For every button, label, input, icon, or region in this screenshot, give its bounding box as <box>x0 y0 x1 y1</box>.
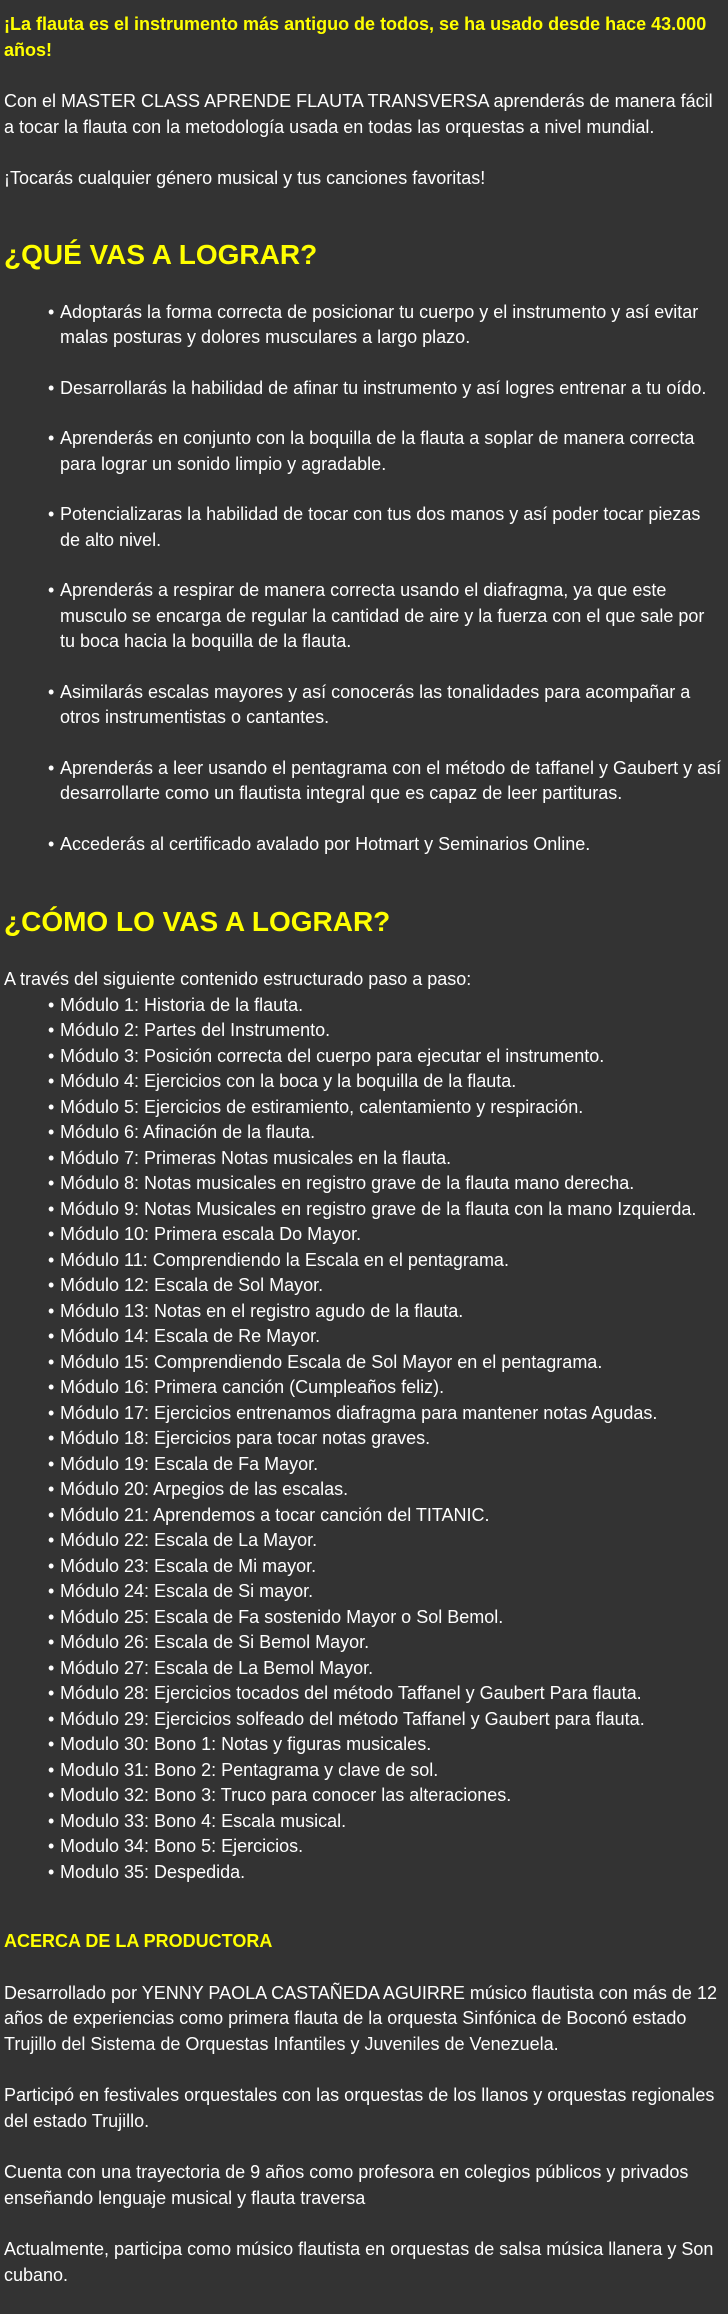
producer-paragraph: Actualmente, participa como músico flautista en orquestas de salsa música llanera y Son cubano. <box>4 2239 714 2285</box>
intro-paragraph: Con el MASTER CLASS APRENDE FLAUTA TRANSVERSA aprenderás de manera fácil a tocar la flauta con la metodología usada en todas las orquestas a nivel mundial. <box>4 91 713 137</box>
goal-item: • Aprenderás en conjunto con la boquilla de la flauta a soplar de manera correcta para lograr un sonido limpio y agradable. <box>48 426 724 477</box>
producer-paragraph: Desarrollado por YENNY PAOLA CASTAÑEDA AGUIRRE músico flautista con más de 12 años de experiencias como primera flauta de la orquesta Sinfónica de Boconó estado Trujillo del Sistema de Orquestas Infantiles y Juveniles de Venezuela. <box>4 1982 717 2054</box>
intro-paragraph-favorites: ¡Tocarás cualquier género musical y tus canciones favoritas! <box>4 168 486 188</box>
module-item: • Módulo 15: Comprendiendo Escala de Sol Mayor en el pentagrama. <box>48 1350 724 1376</box>
module-item: • Modulo 33: Bono 4: Escala musical. <box>48 1809 724 1835</box>
module-item: • Modulo 31: Bono 2: Pentagrama y clave de sol. <box>48 1758 724 1784</box>
module-item: • Modulo 34: Bono 5: Ejercicios. <box>48 1834 724 1860</box>
goal-item: • Aprenderás a leer usando el pentagrama con el método de taffanel y Gaubert y así desarrollarte como un flautista integral que es capaz de leer partituras. <box>48 756 724 807</box>
module-item: • Módulo 11: Comprendiendo la Escala en el pentagrama. <box>48 1248 724 1274</box>
module-item: • Módulo 7: Primeras Notas musicales en la flauta. <box>48 1146 724 1172</box>
module-item: • Módulo 21: Aprendemos a tocar canción del TITANIC. <box>48 1503 724 1529</box>
goal-item: • Desarrollarás la habilidad de afinar tu instrumento y así logres entrenar a tu oído. <box>48 376 724 402</box>
module-item: • Módulo 9: Notas Musicales en registro grave de la flauta con la mano Izquierda. <box>48 1197 724 1223</box>
module-item: • Módulo 5: Ejercicios de estiramiento, calentamiento y respiración. <box>48 1095 724 1121</box>
module-item: • Módulo 2: Partes del Instrumento. <box>48 1018 724 1044</box>
module-item: • Módulo 13: Notas en el registro agudo de la flauta. <box>48 1299 724 1325</box>
how-intro: A través del siguiente contenido estructurado paso a paso: <box>4 969 472 989</box>
module-item: • Módulo 27: Escala de La Bemol Mayor. <box>48 1656 724 1682</box>
module-item: • Módulo 8: Notas musicales en registro grave de la flauta mano derecha. <box>48 1171 724 1197</box>
module-item: • Módulo 19: Escala de Fa Mayor. <box>48 1452 724 1478</box>
module-item: • Modulo 30: Bono 1: Notas y figuras musicales. <box>48 1732 724 1758</box>
module-item: • Módulo 23: Escala de Mi mayor. <box>48 1554 724 1580</box>
goal-item: • Adoptarás la forma correcta de posicionar tu cuerpo y el instrumento y así evitar malas posturas y dolores musculares a largo plazo. <box>48 300 724 351</box>
module-item: • Módulo 14: Escala de Re Mayor. <box>48 1324 724 1350</box>
module-item: • Módulo 28: Ejercicios tocados del método Taffanel y Gaubert Para flauta. <box>48 1681 724 1707</box>
producer-paragraph: Cuenta con una trayectoria de 9 años como profesora en colegios públicos y privados enseñando lenguaje musical y flauta traversa <box>4 2162 689 2208</box>
module-item: • Módulo 12: Escala de Sol Mayor. <box>48 1273 724 1299</box>
goals-heading: ¿QUÉ VAS A LOGRAR? <box>4 238 318 270</box>
module-item: • Módulo 22: Escala de La Mayor. <box>48 1528 724 1554</box>
module-item: • Módulo 4: Ejercicios con la boca y la boquilla de la flauta. <box>48 1069 724 1095</box>
how-heading: ¿CÓMO LO VAS A LOGRAR? <box>4 906 391 937</box>
intro-highlight: ¡La flauta es el instrumento más antiguo de todos, se ha usado desde hace 43.000 años! <box>4 14 707 60</box>
module-item: • Módulo 17: Ejercicios entrenamos diafragma para mantener notas Agudas. <box>48 1401 724 1427</box>
producer-paragraph: Participó en festivales orquestales con las orquestas de los llanos y orquestas regionales del estado Trujillo. <box>4 2085 715 2131</box>
goal-item: • Asimilarás escalas mayores y así conocerás las tonalidades para acompañar a otros instrumentistas o cantantes. <box>48 680 724 731</box>
modules-list <box>4 993 724 1886</box>
module-item: • Módulo 29: Ejercicios solfeado del método Taffanel y Gaubert para flauta. <box>48 1707 724 1733</box>
module-item: • Módulo 10: Primera escala Do Mayor. <box>48 1222 724 1248</box>
producer-heading: ACERCA DE LA PRODUCTORA <box>4 1931 273 1951</box>
module-item: • Módulo 18: Ejercicios para tocar notas graves. <box>48 1426 724 1452</box>
module-item: • Módulo 6: Afinación de la flauta. <box>48 1120 724 1146</box>
module-item: • Módulo 1: Historia de la flauta. <box>48 993 724 1019</box>
module-item: • Módulo 16: Primera canción (Cumpleaños feliz). <box>48 1375 724 1401</box>
module-item: • Módulo 20: Arpegios de las escalas. <box>48 1477 724 1503</box>
goals-list <box>4 300 724 858</box>
module-item: • Modulo 35: Despedida. <box>48 1860 724 1886</box>
goal-item: • Aprenderás a respirar de manera correcta usando el diafragma, ya que este musculo se encarga de regular la cantidad de aire y la fuerza con el que sale por tu boca hacia la boquilla de la flauta. <box>48 578 724 655</box>
module-item: • Módulo 25: Escala de Fa sostenido Mayor o Sol Bemol. <box>48 1605 724 1631</box>
module-item: • Modulo 32: Bono 3: Truco para conocer las alteraciones. <box>48 1783 724 1809</box>
module-item: • Módulo 26: Escala de Si Bemol Mayor. <box>48 1630 724 1656</box>
module-item: • Módulo 24: Escala de Si mayor. <box>48 1579 724 1605</box>
module-item: • Módulo 3: Posición correcta del cuerpo para ejecutar el instrumento. <box>48 1044 724 1070</box>
goal-item: • Accederás al certificado avalado por Hotmart y Seminarios Online. <box>48 832 724 858</box>
producer-bio <box>4 1981 724 2289</box>
goal-item: • Potencializaras la habilidad de tocar con tus dos manos y así poder tocar piezas de alto nivel. <box>48 502 724 553</box>
